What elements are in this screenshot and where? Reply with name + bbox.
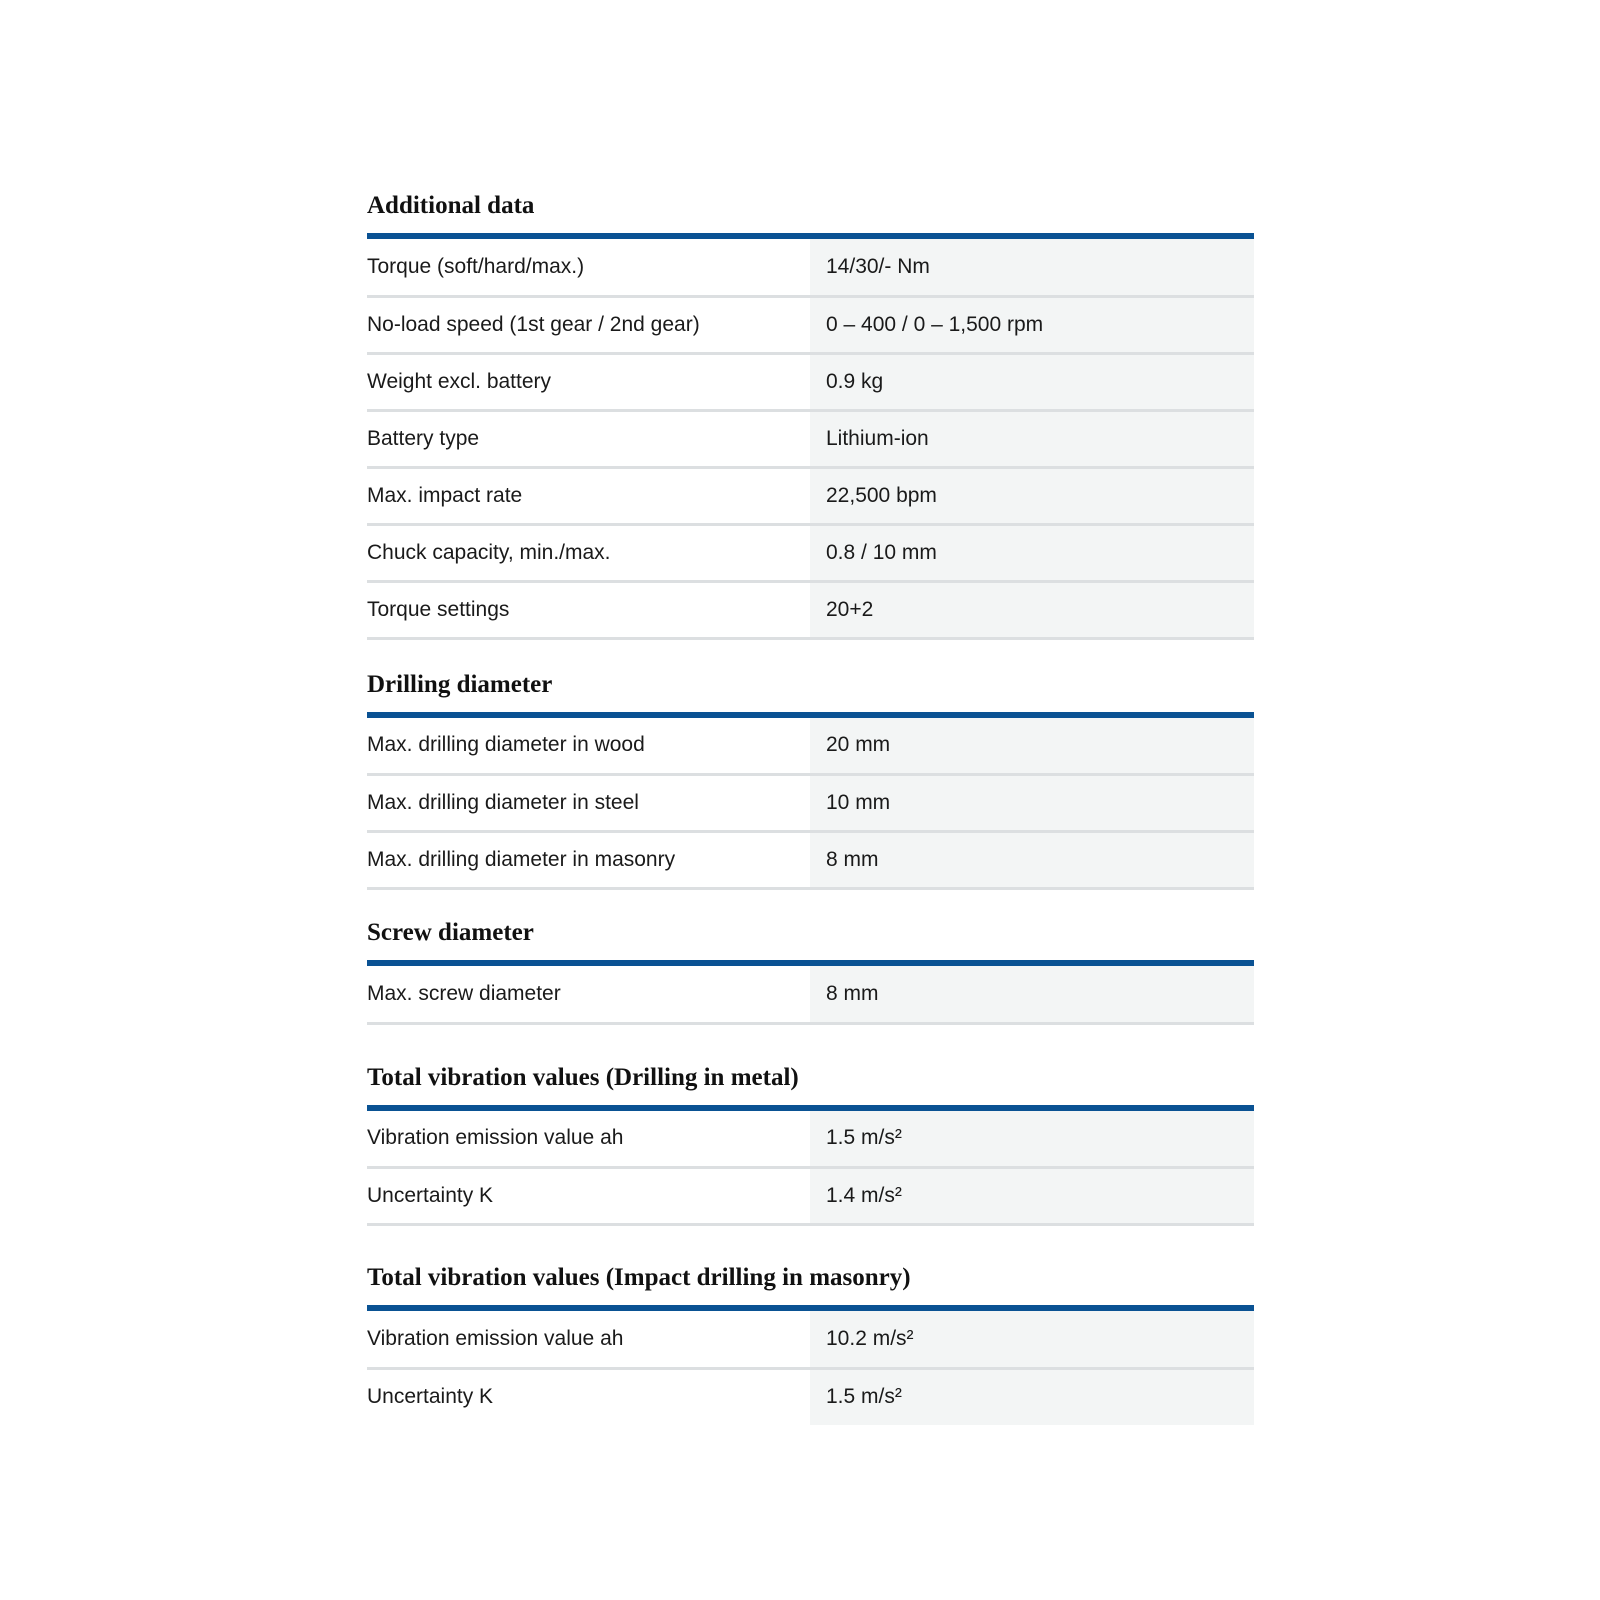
spec-table [367,966,1254,1025]
spec-table [367,1311,1254,1425]
spec-row [367,296,1254,353]
section-title: Total vibration values (Drilling in metal) [367,1063,799,1091]
spec-label: Torque (soft/hard/max.) [367,239,810,296]
spec-row [367,353,1254,410]
spec-value: 20 mm [810,718,1254,775]
spec-row [367,1311,1254,1368]
spec-table [367,718,1254,891]
spec-row [367,467,1254,524]
spec-label: Max. impact rate [367,467,810,524]
spec-label: No-load speed (1st gear / 2nd gear) [367,296,810,353]
spec-label: Chuck capacity, min./max. [367,524,810,581]
section-additional-data [367,191,1254,640]
spec-row [367,832,1254,889]
spec-value: 10 mm [810,775,1254,832]
spec-value: 1.5 m/s² [810,1368,1254,1425]
spec-value: 8 mm [810,966,1254,1023]
section-title: Total vibration values (Impact drilling in masonry) [367,1264,911,1291]
spec-label: Torque settings [367,581,810,638]
spec-table [367,1111,1254,1227]
spec-sheet [367,191,1254,1425]
spec-label: Weight excl. battery [367,353,810,410]
section-vibration-impact-masonry [367,1263,1254,1425]
spec-label: Battery type [367,410,810,467]
spec-label: Max. drilling diameter in steel [367,775,810,832]
spec-table [367,239,1254,640]
spec-value: 0.8 / 10 mm [810,524,1254,581]
spec-label: Vibration emission value ah [367,1311,810,1368]
spec-value: 0.9 kg [810,353,1254,410]
spec-value: 1.5 m/s² [810,1111,1254,1168]
spec-label: Max. screw diameter [367,966,810,1023]
section-title: Screw diameter [367,919,534,946]
spec-label: Uncertainty K [367,1368,810,1425]
section-title: Additional data [367,192,535,219]
spec-label: Uncertainty K [367,1168,810,1225]
spec-value: Lithium-ion [810,410,1254,467]
spec-row [367,524,1254,581]
spec-row [367,1168,1254,1225]
spec-row [367,410,1254,467]
spec-value: 20+2 [810,581,1254,638]
spec-value: 22,500 bpm [810,467,1254,524]
spec-label: Vibration emission value ah [367,1111,810,1168]
spec-row [367,581,1254,638]
section-drilling-diameter [367,670,1254,891]
spec-value: 8 mm [810,832,1254,889]
spec-row [367,1111,1254,1168]
section-vibration-drilling-metal [367,1063,1254,1227]
section-title: Drilling diameter [367,670,553,698]
spec-value: 10.2 m/s² [810,1311,1254,1368]
spec-row [367,966,1254,1023]
spec-row [367,775,1254,832]
spec-label: Max. drilling diameter in wood [367,718,810,775]
spec-row [367,1368,1254,1425]
spec-label: Max. drilling diameter in masonry [367,832,810,889]
section-screw-diameter [367,918,1254,1025]
spec-value: 1.4 m/s² [810,1168,1254,1225]
spec-row [367,718,1254,775]
spec-value: 14/30/- Nm [810,239,1254,296]
spec-row [367,239,1254,296]
spec-value: 0 – 400 / 0 – 1,500 rpm [810,296,1254,353]
